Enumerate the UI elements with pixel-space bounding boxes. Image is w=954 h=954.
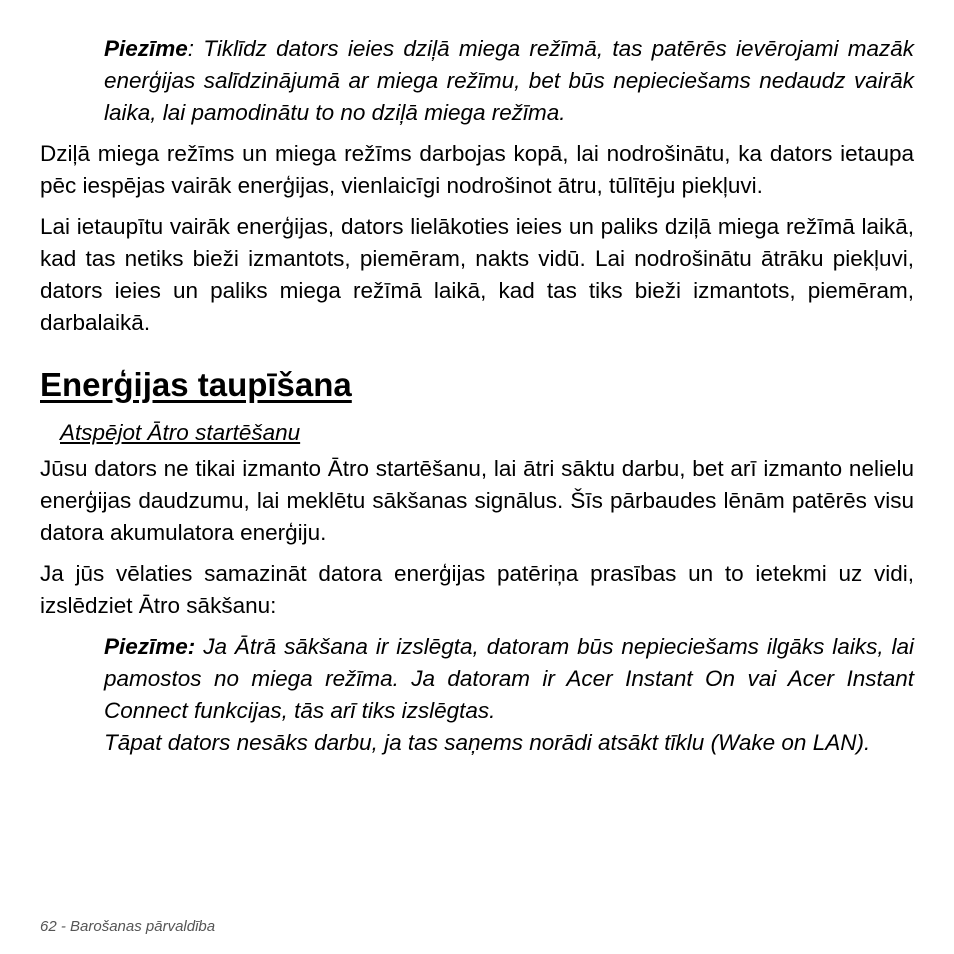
paragraph-deep-sleep-together: Dziļā miega režīms un miega režīms darbojas kopā, lai nodrošinātu, ka dators ietaupa pēc iespējas vairāk enerģijas, vienlaicīgi nodrošinot ātru, tūlītēju piekļuvi.: [40, 141, 914, 198]
paragraph-fast-startup: Jūsu dators ne tikai izmanto Ātro startēšanu, lai ātri sāktu darbu, bet arī izmanto nelielu enerģijas daudzumu, lai meklētu sākšanas signālus. Šīs pārbaudes lēnām patērēs visu datora akumulatora enerģiju.: [40, 456, 914, 545]
note-deep-sleep: [104, 33, 914, 129]
page-content: [40, 33, 914, 759]
note2-text: Ja Ātrā sākšana ir izslēgta, datoram būs nepieciešams ilgāks laiks, lai pamostos no miega režīma. Ja datoram ir Acer Instant On vai Acer Instant Connect funkcijas, tās arī tiks izslēgtas.: [104, 634, 914, 723]
note-text: : Tiklīdz dators ieies dziļā miega režīmā, tas patērēs ievērojami mazāk enerģijas salīdzinājumā ar miega režīmu, bet būs nepieciešams nedaudz vairāk laika, lai pamodinātu to no dziļā miega režīma.: [104, 36, 914, 125]
paragraph-reduce-consumption: Ja jūs vēlaties samazināt datora enerģijas patēriņa prasības un to ietekmi uz vidi, izslēdziet Ātro sākšanu:: [40, 561, 914, 618]
note2-label: Piezīme:: [104, 634, 196, 659]
note-wake-on-lan: Tāpat dators nesāks darbu, ja tas saņems norādi atsākt tīklu (Wake on LAN).: [104, 730, 871, 755]
note-label: Piezīme: [104, 36, 188, 61]
subheading-disable-fast-startup[interactable]: Atspējot Ātro startēšanu: [60, 420, 301, 445]
page-footer: 62 - Barošanas pārvaldība: [40, 918, 216, 935]
paragraph-save-energy: Lai ietaupītu vairāk enerģijas, dators lielākoties ieies un paliks dziļā miega režīmā laikā, kad tas netiks bieži izmantots, piemēram, nakts vidū. Lai nodrošinātu ātrāku piekļuvi, dators ieies un paliks miega režīmā laikā, kad tas tiks bieži izmantots, piemēram, darbalaikā.: [40, 214, 914, 335]
note-fast-startup: [104, 631, 914, 727]
section-heading: Enerģijas taupīšana: [40, 366, 352, 403]
